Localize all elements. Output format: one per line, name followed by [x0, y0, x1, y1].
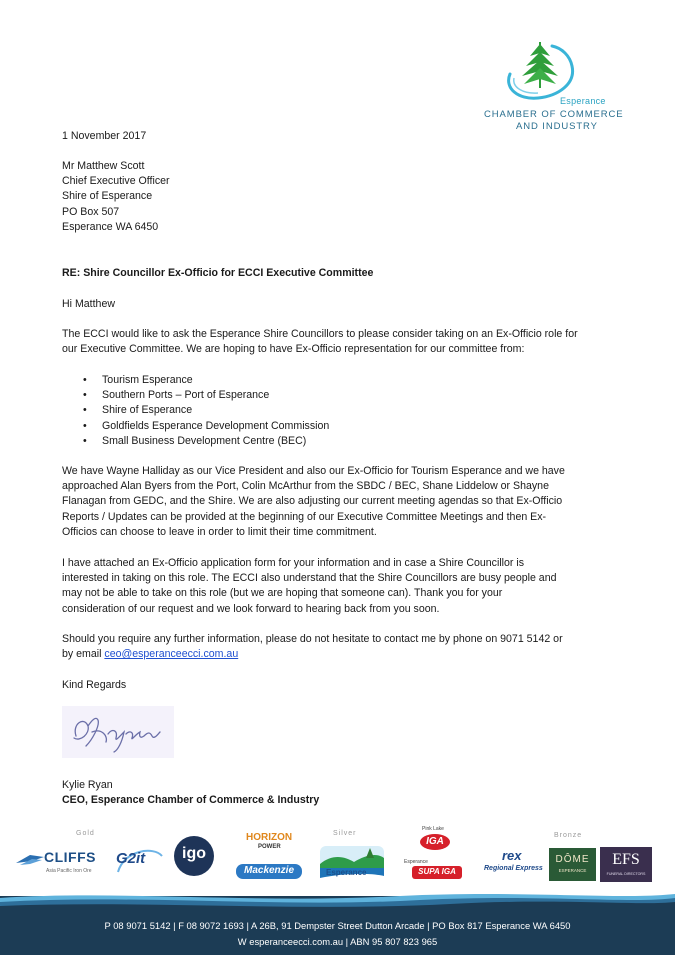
paragraph-line: Flanagan from GEDC, and the Shire. We are also adjusting our current meeting agendas so that Ex-Officio: [62, 495, 563, 508]
rex-logo: [484, 848, 544, 882]
paragraph-2: [62, 464, 622, 540]
tree-logo-icon: [500, 38, 580, 100]
shire-esperance-logo: [318, 842, 386, 882]
list-item: • Goldfields Esperance Development Commission: [83, 419, 330, 432]
dome-name: DÔME: [555, 854, 590, 865]
list-item: • Shire of Esperance: [83, 404, 193, 417]
list-item-label: Small Business Development Centre (BEC): [102, 434, 307, 447]
ecci-logo: [480, 38, 642, 133]
recipient-po-box: PO Box 507: [62, 205, 120, 218]
paragraph-3: [62, 556, 622, 617]
paragraph-line: interested in taking on this role. The ECCI also understand that the Shire Councillors are busy people and: [62, 572, 557, 585]
email-link[interactable]: ceo@esperanceecci.com.au: [104, 648, 239, 661]
paragraph-line-email: [62, 647, 622, 662]
supa-iga-badge: [412, 866, 462, 879]
recipient-name: Mr Matthew Scott: [62, 160, 145, 172]
supa-prefix: Esperance: [404, 859, 428, 865]
footer-contact-line: P 08 9071 5142 | F 08 9072 1693 | A 26B, 91 Dempster Street Dutton Arcade | PO Box 817 Esperance WA 6450: [104, 920, 571, 931]
closing: Kind Regards: [62, 679, 127, 691]
footer-web-line: W esperanceecci.com.au | ABN 95 807 823 965: [237, 936, 438, 947]
horizon-name: HORIZON: [246, 832, 293, 843]
sponsor-strip: [0, 826, 675, 896]
tier-label-gold: Gold: [76, 830, 95, 837]
mackenzie-badge: [236, 864, 302, 879]
recipient-title: Chief Executive Officer: [62, 175, 170, 188]
paragraph-line: Reports / Updates can be provided at the beginning of our Executive Committee Meetings and then Ex-: [62, 510, 547, 523]
list-item-label: Goldfields Esperance Development Commission: [102, 419, 330, 432]
dome-subtitle: ESPERANCE: [558, 868, 587, 873]
shire-name: Esperance: [326, 868, 367, 877]
paragraph-line: Should you require any further information, please do not hesitate to contact me by phone on 9071 5142 or: [62, 633, 563, 645]
representation-list: [62, 373, 329, 449]
iga-name: IGA: [426, 836, 444, 847]
rex-subtitle: Regional Express: [484, 865, 543, 872]
signature-image: [62, 706, 174, 758]
list-item-label: Southern Ports – Port of Esperance: [102, 389, 270, 402]
paragraph-line: I have attached an Ex-Officio application form for your information and in case a Shire Councillor is: [62, 557, 525, 569]
email-prefix: by email: [62, 648, 105, 661]
recipient-town: Esperance WA 6450: [62, 220, 159, 233]
paragraph-1: [62, 327, 622, 357]
paragraph-line: may not be able to take on this role (but we are hoping that someone can). Thank you for your: [62, 587, 503, 600]
dome-logo: [549, 848, 596, 881]
paragraph-line: The ECCI would like to ask the Esperance Shire Councillors to please consider taking on an Ex-Officio role for: [62, 328, 578, 340]
paragraph-line: consideration of our request and we look forward to hearing back from you soon.: [62, 602, 440, 615]
cliffs-logo: [16, 846, 106, 882]
tier-label-silver: Silver: [333, 830, 357, 837]
efs-subtitle: FUNERAL DIRECTORS: [606, 872, 646, 876]
iga-pinklake-label: Pink Lake: [422, 826, 444, 832]
list-item: • Southern Ports – Port of Esperance: [83, 389, 270, 402]
cliffs-subtitle: Asia Pacific Iron Ore: [46, 868, 92, 874]
list-item: • Tourism Esperance: [83, 374, 193, 386]
supa-iga-name: SUPA IGA: [418, 867, 456, 876]
letter-subject: RE: Shire Councillor Ex-Officio for ECCI Executive Committee: [62, 267, 374, 279]
igo-logo: [174, 836, 214, 876]
recipient-address: [62, 159, 170, 235]
iga-badge: [420, 834, 450, 850]
horizon-subtitle: POWER: [258, 844, 281, 850]
tier-label-bronze: Bronze: [554, 832, 583, 839]
paragraph-line: approached Alan Byers from the Port, Colin McArthur from the SBDC / BEC, Shane Liddelow or Shayne: [62, 480, 549, 493]
list-item-label: Tourism Esperance: [102, 374, 193, 386]
signer-name: Kylie Ryan: [62, 779, 113, 791]
igo-name: igo: [182, 845, 206, 862]
iga-logos: [400, 826, 466, 884]
g2it-name: G2it: [116, 850, 146, 867]
org-small-name: Esperance: [560, 96, 606, 106]
cliffs-name: CLIFFS: [44, 849, 96, 865]
paragraph-line: Officios can choose to leave in order to limit their time commitment.: [62, 525, 377, 538]
horizon-mackenzie-logos: [236, 832, 310, 888]
paragraph-line: We have Wayne Halliday as our Vice President and also our Ex-Officio for Tourism Esperance and we have: [62, 465, 565, 477]
g2it-logo: [114, 844, 166, 880]
salutation: Hi Matthew: [62, 298, 115, 310]
efs-logo: [600, 847, 652, 882]
paragraph-line: our Executive Committee. We are hoping to have Ex-Officio representation for our committee from:: [62, 343, 525, 356]
paragraph-4: [62, 632, 622, 662]
recipient-org: Shire of Esperance: [62, 190, 153, 203]
efs-name: EFS: [612, 851, 640, 868]
org-name-line2: AND INDUSTRY: [516, 121, 598, 132]
list-item-label: Shire of Esperance: [102, 404, 193, 417]
cliffs-wing-icon: [16, 853, 44, 867]
letter-date: 1 November 2017: [62, 130, 147, 142]
list-item: • Small Business Development Centre (BEC): [83, 434, 307, 447]
signer-title: CEO, Esperance Chamber of Commerce & Industry: [62, 794, 320, 806]
footer-wave-icon: [0, 888, 675, 918]
mackenzie-name: Mackenzie: [243, 865, 295, 876]
rex-name: rex: [502, 848, 522, 863]
org-name-line1: CHAMBER OF COMMERCE: [484, 109, 624, 120]
